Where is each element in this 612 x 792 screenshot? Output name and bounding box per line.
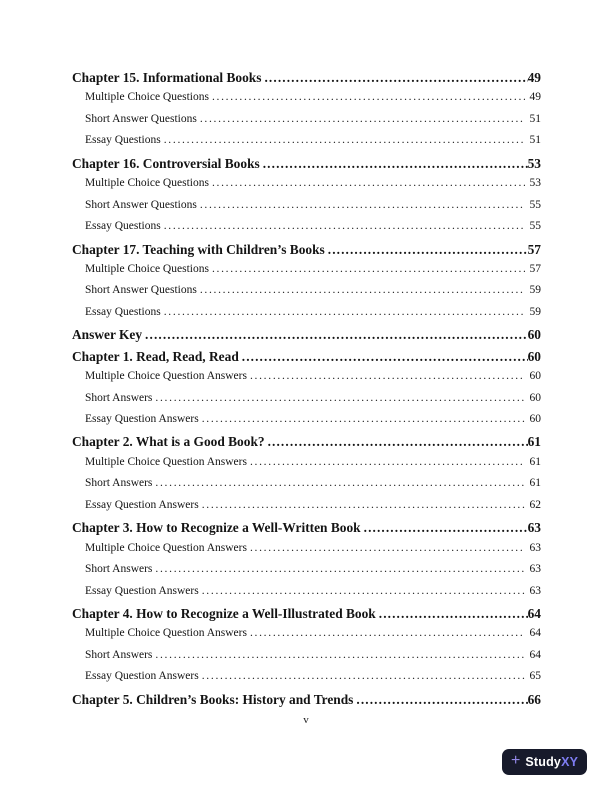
toc-entry[interactable]	[72, 156, 541, 177]
toc-entry-page: 60	[529, 391, 541, 404]
toc-leader-dots	[212, 91, 525, 103]
toc-entry-page: 63	[527, 520, 541, 536]
toc-entry-label: Chapter 1. Read, Read, Read	[72, 348, 239, 364]
toc-leader-dots	[202, 413, 525, 425]
toc-entry[interactable]	[72, 456, 541, 477]
toc-leader-dots	[364, 520, 528, 536]
logo-text-study: Study	[525, 754, 562, 769]
toc-entry[interactable]	[72, 177, 541, 198]
toc-entry-page: 57	[529, 262, 541, 275]
toc-entry[interactable]	[72, 199, 541, 220]
toc-leader-dots	[328, 242, 528, 258]
toc-entry-label: Essay Questions	[85, 305, 161, 318]
toc-entry-page: 60	[529, 370, 541, 383]
toc-leader-dots	[264, 70, 527, 86]
toc-entry-page: 51	[529, 134, 541, 147]
toc-entry-label: Chapter 3. How to Recognize a Well-Written Book	[72, 520, 361, 536]
toc-entry-page: 53	[527, 155, 541, 171]
toc-leader-dots	[250, 542, 525, 554]
toc-entry-page: 49	[529, 91, 541, 104]
toc-leader-dots	[145, 327, 528, 343]
toc-entry-label: Essay Questions	[85, 220, 161, 233]
toc-entry[interactable]	[72, 520, 541, 541]
toc-entry-page: 61	[529, 477, 541, 490]
toc-leader-dots	[263, 156, 528, 172]
toc-leader-dots	[250, 456, 525, 468]
toc-leader-dots	[155, 477, 524, 489]
toc-entry-page: 62	[529, 498, 541, 511]
toc-entry-label: Chapter 15. Informational Books	[72, 70, 262, 85]
toc-entry[interactable]	[72, 349, 541, 370]
toc-entry-page: 64	[527, 605, 541, 621]
toc-entry-page: 63	[529, 584, 541, 597]
toc-entry[interactable]	[72, 585, 541, 606]
toc-entry[interactable]	[72, 306, 541, 327]
toc-entry[interactable]	[72, 563, 541, 584]
toc-entry[interactable]	[72, 70, 541, 91]
toc-leader-dots	[155, 649, 524, 661]
toc-entry-label: Multiple Choice Questions	[85, 91, 209, 104]
toc-entry[interactable]	[72, 392, 541, 413]
toc-entry[interactable]	[72, 134, 541, 155]
toc-entry-page: 66	[527, 691, 541, 707]
toc-leader-dots	[212, 263, 525, 275]
toc-leader-dots	[155, 563, 524, 575]
toc-leader-dots	[242, 349, 528, 365]
toc-entry-label: Answer Key	[72, 327, 143, 343]
toc-leader-dots	[200, 284, 525, 296]
toc-leader-dots	[202, 499, 525, 511]
studyxy-logo	[502, 749, 587, 775]
toc-entry-label: Multiple Choice Question Answers	[85, 455, 247, 468]
toc-entry-page: 60	[529, 413, 541, 425]
toc-entry-label: Short Answer Questions	[85, 112, 197, 125]
toc-entry[interactable]	[72, 284, 541, 305]
toc-entry[interactable]	[72, 670, 541, 691]
toc-entry-page: 51	[529, 112, 541, 125]
toc-entry-page: 57	[527, 241, 541, 257]
logo-text-xy: XY	[561, 754, 579, 769]
toc-entry-page: 53	[529, 177, 541, 190]
toc-leader-dots	[212, 177, 525, 189]
toc-entry[interactable]	[72, 499, 541, 520]
toc-entry-label: Essay Question Answers	[85, 670, 199, 683]
toc-entry-label: Essay Questions	[85, 134, 161, 147]
toc-entry-label: Chapter 5. Children’s Books: History and Trends	[72, 691, 354, 707]
toc-entry[interactable]	[72, 327, 541, 348]
toc-entry[interactable]	[72, 434, 541, 455]
toc-leader-dots	[164, 220, 525, 232]
toc-leader-dots	[250, 627, 525, 639]
toc-entry[interactable]	[72, 542, 541, 563]
logo-wordmark	[525, 756, 578, 769]
toc-entry-label: Essay Question Answers	[85, 413, 199, 425]
toc-entry-page: 63	[529, 563, 541, 576]
toc-entry[interactable]	[72, 413, 541, 434]
toc-entry-label: Short Answers	[85, 563, 153, 576]
toc-entry-page: 49	[527, 70, 541, 85]
toc-entry[interactable]	[72, 242, 541, 263]
toc-entry-page: 59	[529, 284, 541, 297]
toc-entry-page: 59	[529, 305, 541, 318]
toc-entry[interactable]	[72, 370, 541, 391]
toc-entry-label: Short Answer Questions	[85, 198, 197, 211]
toc-entry-label: Chapter 4. How to Recognize a Well-Illustrated Book	[72, 605, 376, 621]
toc-entry-label: Multiple Choice Question Answers	[85, 627, 247, 640]
toc-leader-dots	[202, 585, 525, 597]
toc-entry[interactable]	[72, 649, 541, 670]
toc-entry-label: Chapter 17. Teaching with Children’s Books	[72, 241, 325, 257]
toc-leader-dots	[164, 306, 525, 318]
toc-entry-label: Multiple Choice Question Answers	[85, 541, 247, 554]
toc-leader-dots	[200, 199, 525, 211]
toc-leader-dots	[155, 392, 524, 404]
toc-entry[interactable]	[72, 263, 541, 284]
toc-entry[interactable]	[72, 627, 541, 648]
page-number: v	[303, 714, 309, 726]
toc-entry-page: 55	[529, 198, 541, 211]
toc-entry-page: 63	[529, 541, 541, 554]
toc-leader-dots	[379, 606, 528, 622]
toc-leader-dots	[250, 370, 525, 382]
toc-entry-page: 64	[529, 648, 541, 661]
toc-entry-page: 60	[527, 348, 541, 364]
table-of-contents	[72, 70, 541, 713]
toc-entry[interactable]	[72, 692, 541, 713]
toc-entry-page: 60	[527, 327, 541, 343]
toc-entry-label: Chapter 2. What is a Good Book?	[72, 434, 265, 450]
toc-entry-label: Essay Question Answers	[85, 584, 199, 597]
toc-entry-page: 64	[529, 627, 541, 640]
toc-entry-label: Short Answer Questions	[85, 284, 197, 297]
toc-entry-label: Multiple Choice Questions	[85, 177, 209, 190]
toc-entry-page: 55	[529, 220, 541, 233]
toc-entry-label: Short Answers	[85, 648, 153, 661]
toc-entry-page: 65	[529, 670, 541, 683]
toc-entry-label: Chapter 16. Controversial Books	[72, 155, 260, 171]
toc-entry-page: 61	[529, 455, 541, 468]
toc-entry-label: Short Answers	[85, 391, 153, 404]
toc-entry[interactable]	[72, 477, 541, 498]
toc-leader-dots	[268, 434, 528, 450]
toc-entry-label: Essay Question Answers	[85, 498, 199, 511]
toc-entry-label: Multiple Choice Question Answers	[85, 370, 247, 383]
toc-entry-label: Short Answers	[85, 477, 153, 490]
toc-leader-dots	[202, 670, 525, 682]
plus-icon: +	[511, 752, 521, 769]
toc-entry[interactable]	[72, 220, 541, 241]
toc-entry[interactable]	[72, 113, 541, 134]
toc-leader-dots	[200, 113, 525, 125]
toc-entry-label: Multiple Choice Questions	[85, 262, 209, 275]
toc-leader-dots	[164, 134, 525, 146]
toc-entry-page: 61	[527, 434, 541, 450]
toc-entry[interactable]	[72, 606, 541, 627]
toc-entry[interactable]	[72, 91, 541, 112]
toc-leader-dots	[356, 692, 527, 708]
